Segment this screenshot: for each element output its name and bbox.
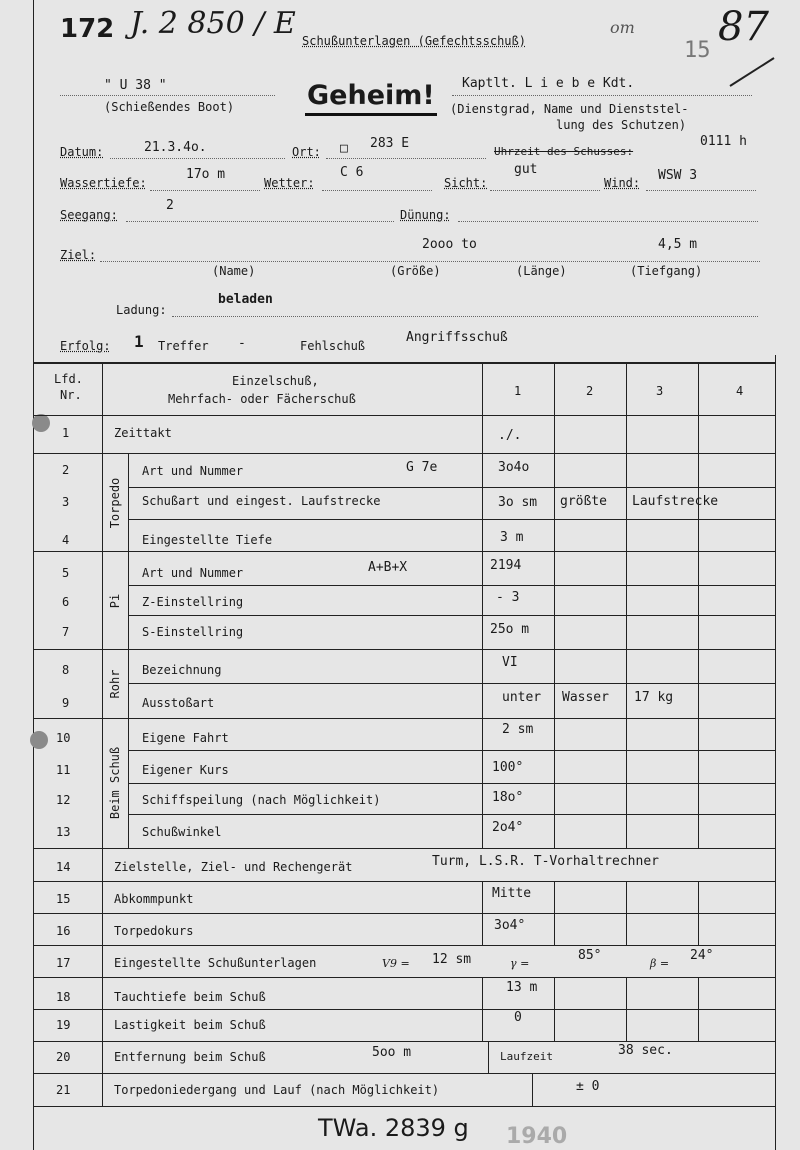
treffer-count: 1 — [134, 332, 144, 351]
v-label: V9 = — [382, 957, 410, 970]
row-col1: 100° — [492, 760, 524, 775]
row-col1: 0 — [514, 1010, 522, 1025]
row-col1: unter — [502, 690, 542, 705]
erfolg-note: Angriffsschuß — [406, 330, 508, 345]
seegang-label: Seegang: — [60, 208, 118, 222]
laufzeit-value: 38 sec. — [618, 1043, 673, 1058]
secret-stamp: Geheim! — [305, 80, 437, 116]
punch-hole-top — [32, 414, 50, 432]
row-col2: Wasser — [562, 690, 609, 705]
datum-label: Datum: — [60, 145, 104, 159]
wetter-label: Wetter: — [264, 176, 315, 190]
commander: Kaptlt. L i e b e Kdt. — [462, 76, 635, 91]
gamma-label: γ = — [510, 957, 530, 970]
group-rohr: Rohr — [108, 669, 122, 699]
col-head-4: 4 — [736, 384, 744, 398]
erfolg-label: Erfolg: — [60, 339, 111, 353]
row-label: Torpedokurs — [114, 924, 194, 938]
row-label: Zeittakt — [114, 426, 172, 440]
fehlschuss-label: Fehlschuß — [300, 339, 366, 353]
ziel-label: Ziel: — [60, 248, 97, 262]
row-col1: 13 m — [506, 980, 538, 995]
row-label: Lastigkeit beim Schuß — [114, 1018, 266, 1032]
row-extra: G 7e — [406, 460, 438, 475]
row-col1: 2194 — [490, 558, 522, 573]
col-head-2: 2 — [586, 384, 594, 398]
col-head-1: 1 — [514, 384, 522, 398]
footer-stamp: TWa. 2839 g — [318, 1114, 469, 1142]
v-value: 12 sm — [432, 952, 472, 967]
row-label: Entfernung beim Schuß — [114, 1050, 266, 1064]
wetter-value: C 6 — [340, 165, 364, 180]
row-nr: 13 — [56, 825, 71, 839]
row-col1: 3o sm — [498, 495, 538, 510]
gamma-value: 85° — [578, 948, 602, 963]
footer-year: 1940 — [506, 1124, 568, 1149]
row-col3: 17 kg — [634, 690, 674, 705]
ladung-value: beladen — [218, 292, 273, 307]
seegang-value: 2 — [166, 198, 174, 213]
row-label: Art und Nummer — [142, 464, 244, 478]
wind-label: Wind: — [604, 176, 641, 190]
row-col1: 25o m — [490, 622, 530, 637]
group-beim-schuss: Beim Schuß — [108, 746, 122, 820]
treffer-label: Treffer — [158, 339, 209, 353]
row-nr: 9 — [62, 696, 70, 710]
beta-label: β = — [650, 957, 670, 970]
top-stamp: 15 — [684, 38, 711, 63]
top-scrawl: om — [610, 18, 635, 37]
row-extra: A+B+X — [368, 560, 408, 575]
head-title-1: Einzelschuß, — [232, 374, 319, 388]
row-nr: 5 — [62, 566, 70, 580]
col-head-3: 3 — [656, 384, 664, 398]
row-col2: größte — [560, 494, 607, 509]
name-label: (Name) — [212, 264, 256, 278]
groesse-label: (Größe) — [390, 264, 441, 278]
row-nr: 1 — [62, 426, 70, 440]
row-nr: 15 — [56, 892, 71, 906]
row-col1: 18o° — [492, 790, 524, 805]
sicht-label: Sicht: — [444, 176, 488, 190]
row-label: Schiffspeilung (nach Möglichkeit) — [142, 793, 381, 807]
beta-value: 24° — [690, 948, 714, 963]
row-nr: 17 — [56, 956, 71, 970]
punch-hole-bottom — [30, 731, 48, 749]
row-label: Tauchtiefe beim Schuß — [114, 990, 266, 1004]
laufzeit-label: Laufzeit — [500, 1050, 553, 1063]
ort-value: 283 E — [370, 136, 410, 151]
row-label: Eingestellte Schußunterlagen — [114, 956, 317, 970]
right-border — [775, 355, 776, 1150]
row-nr: 16 — [56, 924, 71, 938]
row-nr: 6 — [62, 595, 70, 609]
row-col1: VI — [502, 655, 518, 670]
sicht-value: gut — [514, 162, 538, 177]
row-nr: 7 — [62, 625, 70, 639]
commander-label-1: (Dienstgrad, Name und Dienststel- — [450, 102, 689, 116]
row-nr: 10 — [56, 731, 71, 745]
row-nr: 19 — [56, 1018, 71, 1032]
row-nr: 4 — [62, 533, 70, 547]
row-label: Zielstelle, Ziel- und Rechengerät — [114, 860, 353, 874]
row-col3: Laufstrecke — [632, 494, 719, 509]
duenung-label: Dünung: — [400, 208, 451, 222]
head-title-2: Mehrfach- oder Fächerschuß — [168, 392, 356, 406]
laenge-label: (Länge) — [516, 264, 567, 278]
row-col1: 2o4° — [492, 820, 524, 835]
row-label: Eigene Fahrt — [142, 731, 229, 745]
row-label: Eigener Kurs — [142, 763, 229, 777]
row-nr: 12 — [56, 793, 71, 807]
row-label: Ausstoßart — [142, 696, 215, 710]
row-label: Z-Einstellring — [142, 595, 244, 609]
boat-name: " U 38 " — [104, 78, 167, 93]
row-nr: 3 — [62, 495, 70, 509]
row-label: Bezeichnung — [142, 663, 222, 677]
page-number: 172 — [60, 14, 115, 44]
commander-label-2: lung des Schutzen) — [556, 118, 687, 132]
tiefgang-label: (Tiefgang) — [630, 264, 703, 278]
top-hand-number: 87 — [718, 4, 769, 50]
row-col1: 3 m — [500, 530, 524, 545]
wind-value: WSW 3 — [658, 168, 698, 183]
row-col1: 3o4° — [494, 918, 526, 933]
boat-label: (Schießendes Boot) — [104, 100, 235, 114]
row-label: S-Einstellring — [142, 625, 244, 639]
row-nr: 18 — [56, 990, 71, 1004]
group-pi: Pi — [108, 593, 122, 609]
hand-stroke — [728, 54, 778, 90]
row-label: Eingestellte Tiefe — [142, 533, 273, 547]
row-label: Schußwinkel — [142, 825, 222, 839]
wassertiefe-value: 17o m — [186, 167, 226, 182]
ladung-label: Ladung: — [116, 303, 167, 317]
row-label: Schußart und eingest. Laufstrecke — [142, 494, 381, 508]
row-nr: 20 — [56, 1050, 71, 1064]
row-nr: 21 — [56, 1083, 71, 1097]
row-col1: Mitte — [492, 886, 532, 901]
uhrzeit-value: 0111 h — [700, 134, 747, 149]
row-label: Art und Nummer — [142, 566, 244, 580]
row-nr: 2 — [62, 463, 70, 477]
row-nr: 14 — [56, 860, 71, 874]
row-label: Abkommpunkt — [114, 892, 194, 906]
row-col1: ./. — [498, 428, 522, 443]
head-lfd: Lfd. — [54, 372, 83, 386]
row-span-value: Turm, L.S.R. T-Vorhaltrechner — [432, 854, 659, 869]
row-nr: 11 — [56, 763, 71, 777]
form-title: Schußunterlagen (Gefechtsschuß) — [302, 34, 526, 48]
row-col1: - 3 — [496, 590, 520, 605]
fehlschuss-count: - — [238, 336, 246, 351]
wassertiefe-label: Wassertiefe: — [60, 176, 147, 190]
head-nr: Nr. — [60, 388, 82, 402]
row-nr: 8 — [62, 663, 70, 677]
group-torpedo: Torpedo — [108, 477, 122, 529]
row-label: Torpedoniedergang und Lauf (nach Möglichkeit) — [114, 1083, 440, 1097]
ziel-groesse: 2ooo to — [422, 237, 477, 252]
ort-label: Ort: — [292, 145, 321, 159]
datum-value: 21.3.4o. — [144, 140, 207, 155]
uhrzeit-label: Uhrzeit des Schusses: — [494, 145, 634, 158]
ort-symbol: □ — [340, 141, 348, 156]
handwritten-reference: J. 2 850 / E — [130, 6, 296, 41]
row-col1: 2 sm — [502, 722, 534, 737]
row-col1: ± 0 — [576, 1079, 600, 1094]
ziel-tiefgang: 4,5 m — [658, 237, 698, 252]
row-extra: 5oo m — [372, 1045, 412, 1060]
row-col1: 3o4o — [498, 460, 530, 475]
